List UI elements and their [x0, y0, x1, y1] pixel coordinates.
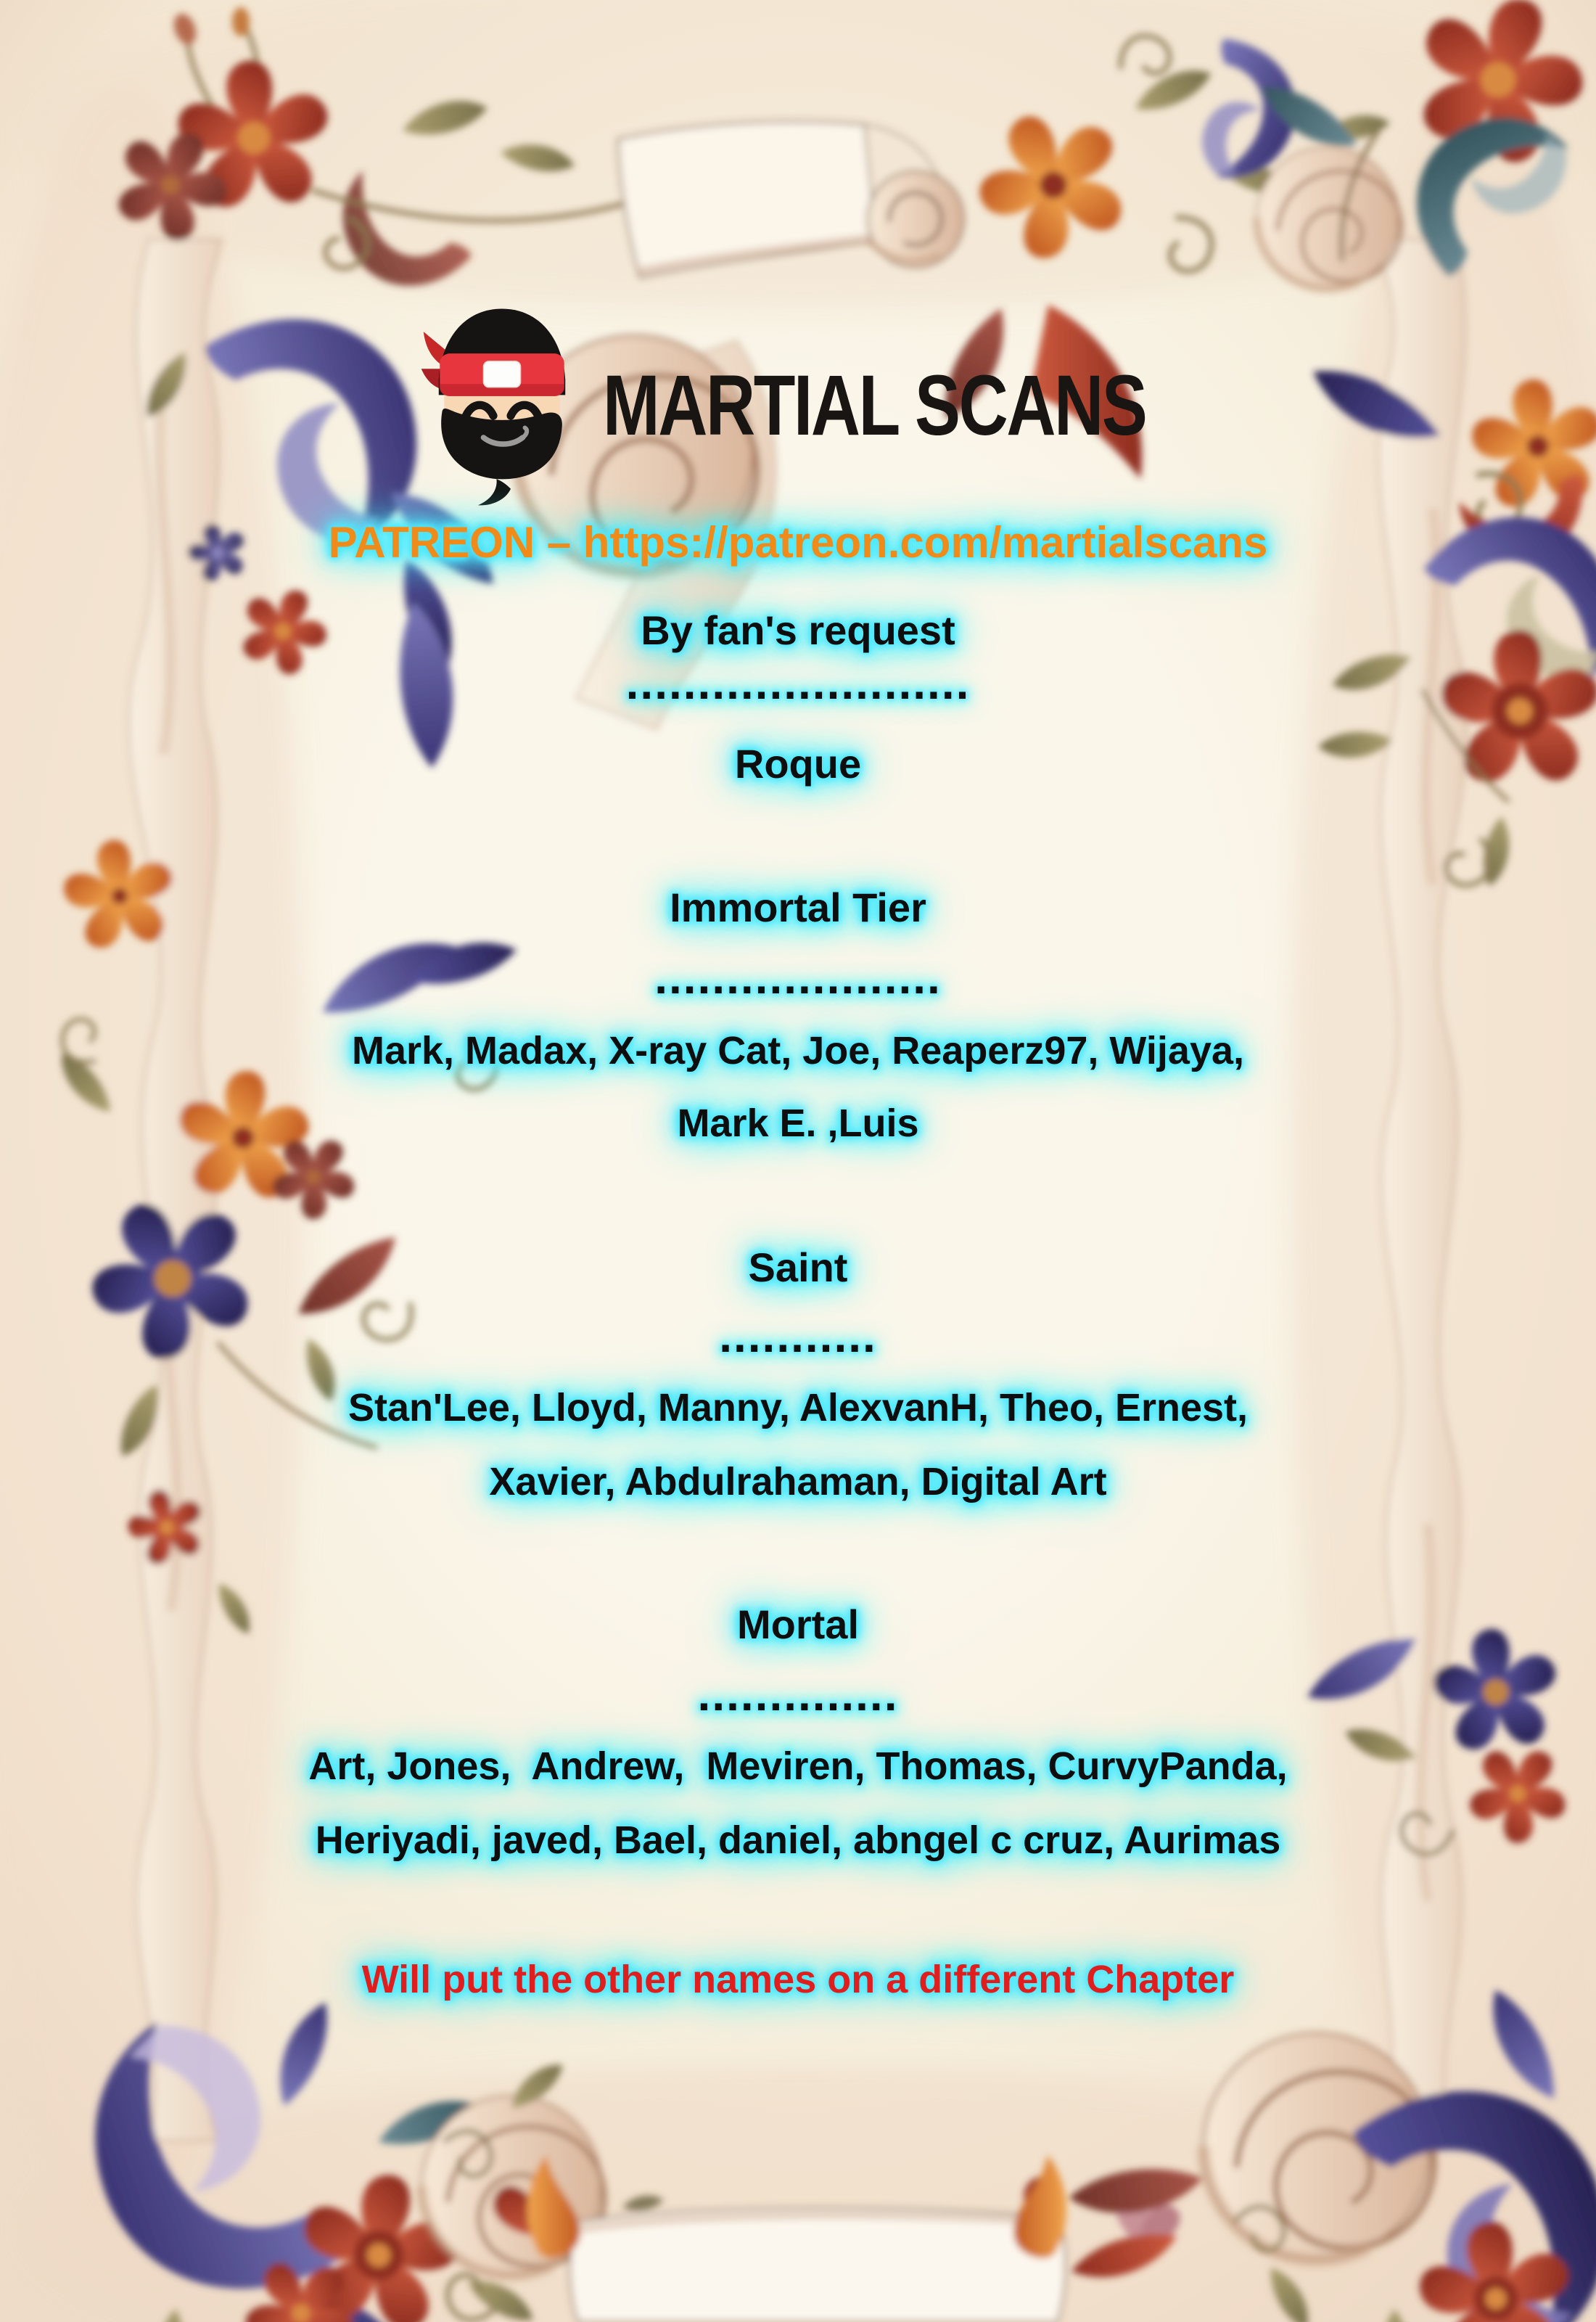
- patreon-link-line: PATREON – https://patreon.com/martialscans: [328, 518, 1268, 567]
- tier-names-line: Stan'Lee, Lloyd, Manny, AlexvanH, Theo, Ernest,: [347, 1386, 1249, 1429]
- tier-names-line: Mark, Madax, X-ray Cat, Joe, Reaperz97, Wijaya,: [351, 1029, 1245, 1072]
- dotted-divider: ........................: [625, 657, 971, 709]
- request-heading: By fan's request: [641, 607, 955, 653]
- footer-note: Will put the other names on a different Chapter: [361, 1958, 1235, 2001]
- logo: [0, 303, 1596, 508]
- dotted-divider: ...........: [719, 1310, 877, 1362]
- tier-names-line: Mark E. ,Luis: [677, 1101, 919, 1145]
- tier-names-line: Heriyadi, javed, Bael, daniel, abngel c cruz, Aurimas: [315, 1818, 1281, 1862]
- tier-names-line: Art, Jones, Andrew, Meviren, Thomas, CurvyPanda,: [308, 1744, 1288, 1788]
- tier-title-mortal: Mortal: [737, 1601, 859, 1647]
- dotted-divider: ....................: [654, 951, 942, 1004]
- requested-by-name: Roque: [734, 741, 862, 787]
- tier-names-line: Xavier, Abdulrahaman, Digital Art: [489, 1460, 1107, 1503]
- tier-title-saint: Saint: [748, 1244, 848, 1290]
- tier-title-immortal: Immortal Tier: [670, 885, 926, 930]
- brand-name-wrap: [603, 356, 1176, 455]
- ninja-mascot-icon: [420, 303, 584, 508]
- dotted-divider: ..............: [697, 1668, 899, 1720]
- brand-name: MARTIAL SCANS: [603, 358, 1146, 454]
